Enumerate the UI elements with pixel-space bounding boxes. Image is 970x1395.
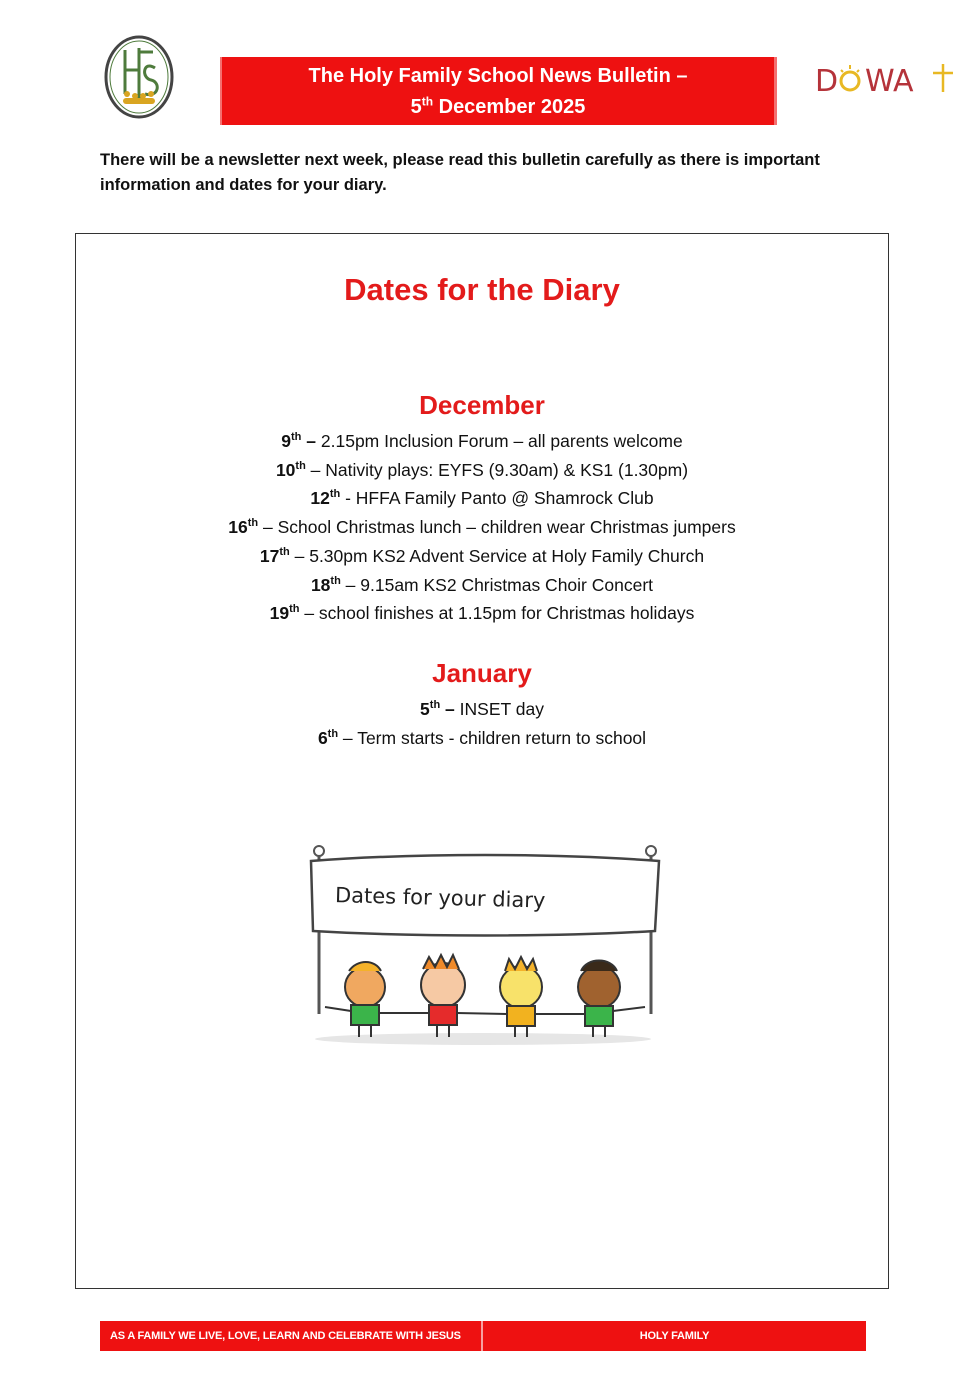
diary-event: 6th – Term starts - children return to school — [317, 727, 647, 748]
school-logo — [103, 34, 175, 120]
bulletin-title-banner — [220, 57, 777, 125]
december-events — [76, 427, 888, 628]
bulletin-date-day: 5 — [410, 96, 422, 118]
diary-event: 16th – School Christmas lunch – children wear Christmas jumpers — [228, 517, 736, 538]
diary-event: 19th – school finishes at 1.15pm for Christmas holidays — [269, 603, 695, 624]
month-heading-december: December — [419, 390, 545, 420]
diary-event: 12th - HFFA Family Panto @ Shamrock Club — [310, 488, 654, 509]
diary-box — [75, 233, 889, 1289]
dates-for-your-diary-illustration — [305, 839, 665, 1054]
trust-logo — [815, 60, 960, 100]
diary-event: 18th – 9.15am KS2 Christmas Choir Concert — [310, 574, 654, 595]
illustration-banner-text: Dates for your diary — [334, 883, 546, 913]
month-heading-january: January — [432, 658, 532, 688]
footer-bar — [100, 1321, 866, 1351]
footer-motto: AS A FAMILY WE LIVE, LOVE, LEARN AND CELEBRATE WITH JESUS — [100, 1321, 483, 1351]
footer-school-name: HOLY FAMILY — [483, 1321, 866, 1351]
january-events — [76, 695, 888, 752]
intro-notice: There will be a newsletter next week, please read this bulletin carefully as there is important information and dates for your diary. — [100, 151, 820, 194]
diary-title: Dates for the Diary — [344, 272, 620, 307]
bulletin-title-line2 — [222, 92, 774, 123]
diary-event: 9th – 2.15pm Inclusion Forum – all parents welcome — [281, 431, 683, 451]
diary-event: 17th – 5.30pm KS2 Advent Service at Holy Family Church — [259, 545, 705, 566]
diary-event: 5th – INSET day — [420, 699, 544, 719]
bulletin-date-suffix: th — [421, 94, 434, 109]
bulletin-date-rest: December 2025 — [433, 96, 586, 118]
svg-text:D: D — [815, 64, 840, 99]
diary-event: 10th – Nativity plays: EYFS (9.30am) & KS1 (1.30pm) — [275, 459, 689, 480]
svg-text:WA: WA — [865, 64, 914, 99]
bulletin-title-line1: The Holy Family School News Bulletin – — [308, 65, 688, 87]
